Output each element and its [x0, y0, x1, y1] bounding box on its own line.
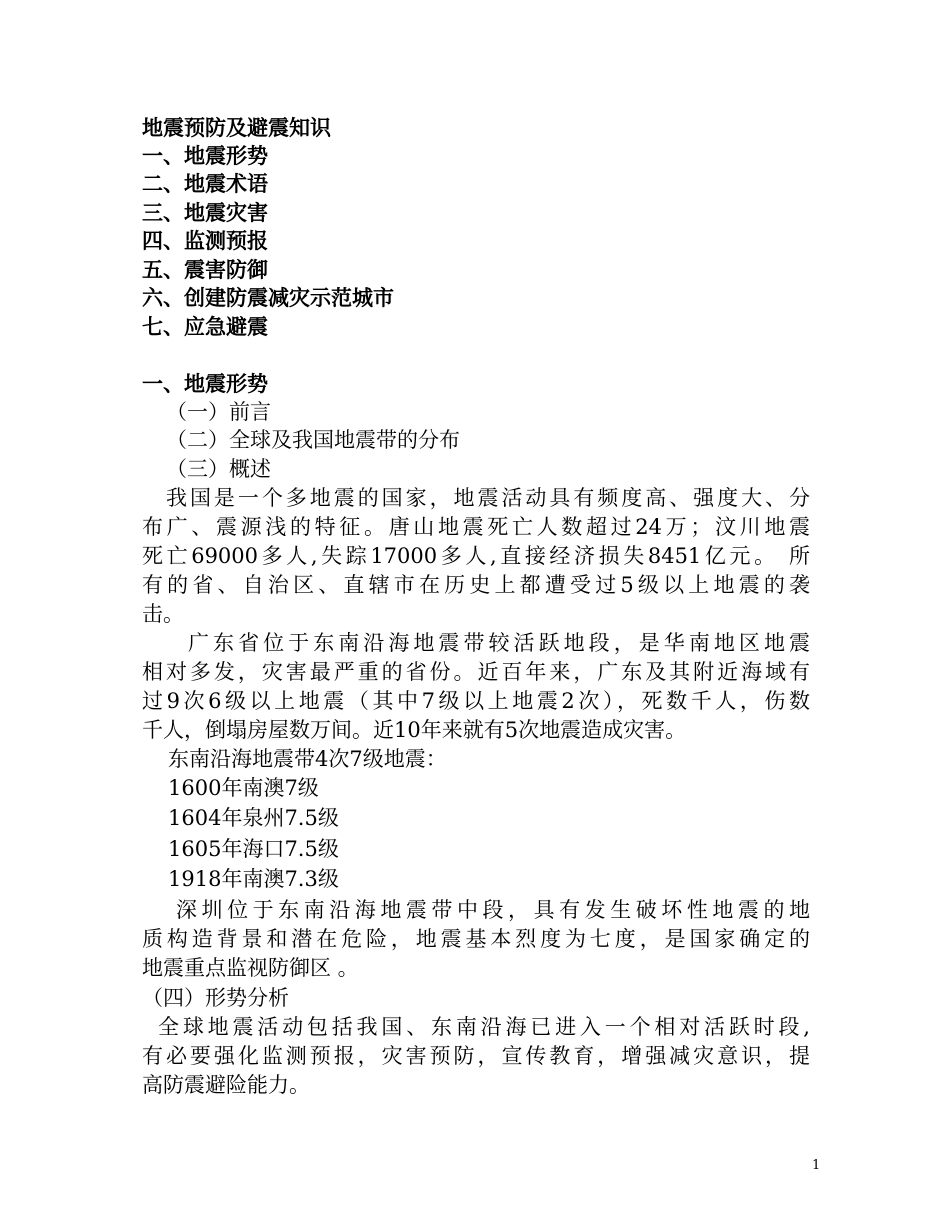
toc-item: 三、地震灾害 — [142, 201, 268, 225]
page-number: 1 — [812, 1158, 821, 1173]
paragraph-line: 击。 — [142, 602, 184, 626]
paragraph-line: 深圳位于东南沿海地震带中段，具有发生破坏性地震的地 — [176, 898, 810, 922]
paragraph-line: 广东省位于东南沿海地震带较活跃地段，是华南地区地震 — [188, 631, 810, 655]
toc-item: 一、地震形势 — [142, 144, 268, 168]
quake-list-item: 1600年南澳7级 — [168, 776, 319, 800]
quake-list-intro: 东南沿海地震带4次7级地震： — [168, 747, 447, 771]
paragraph-line: 高防震避险能力。 — [142, 1073, 310, 1097]
paragraph-line: 我国是一个多地震的国家，地震活动具有频度高、强度大、分 — [166, 486, 810, 510]
quake-list-item: 1918年南澳7.3级 — [168, 867, 339, 891]
toc-item: 六、创建防震减灾示范城市 — [142, 286, 394, 310]
paragraph-line: 千人，倒塌房屋数万间。近10年来就有5次地震造成灾害。 — [142, 718, 687, 742]
paragraph-line: 有必要强化监测预报，灾害预防，宣传教育，增强减灾意识，提 — [142, 1044, 810, 1068]
toc-item: 二、地震术语 — [142, 172, 268, 196]
quake-list-item: 1605年海口7.5级 — [168, 837, 339, 861]
paragraph-line: 地震重点监视防御区 。 — [142, 956, 359, 980]
paragraph-line: 质构造背景和潜在危险，地震基本烈度为七度，是国家确定的 — [142, 927, 810, 951]
paragraph-line: 有的省、自治区、直辖市在历史上都遭受过5级以上地震的袭 — [142, 573, 810, 597]
paragraph-line: 过9次6级以上地震（其中7级以上地震2次），死数千人，伤数 — [142, 689, 810, 713]
subsection-heading: （二）全球及我国地震带的分布 — [166, 428, 460, 452]
subsection-heading: （三）概述 — [166, 457, 271, 481]
toc-item: 五、震害防御 — [142, 258, 268, 282]
paragraph-line: 全球地震活动包括我国、东南沿海已进入一个相对活跃时段, — [158, 1015, 810, 1039]
paragraph-line: 死亡69000多人,失踪17000多人,直接经济损失8451亿元。 所 — [142, 544, 810, 568]
subsection-heading: （四）形势分析 — [142, 986, 289, 1010]
paragraph-line: 布广、震源浅的特征。唐山地震死亡人数超过24万；汶川地震 — [142, 515, 810, 539]
toc-item: 七、应急避震 — [142, 315, 268, 339]
document-title: 地震预防及避震知识 — [142, 116, 331, 140]
toc-item: 四、监测预报 — [142, 229, 268, 253]
section-heading: 一、地震形势 — [142, 372, 268, 396]
subsection-heading: （一）前言 — [166, 400, 271, 424]
quake-list-item: 1604年泉州7.5级 — [168, 806, 339, 830]
paragraph-line: 相对多发，灾害最严重的省份。近百年来，广东及其附近海域有 — [142, 660, 810, 684]
